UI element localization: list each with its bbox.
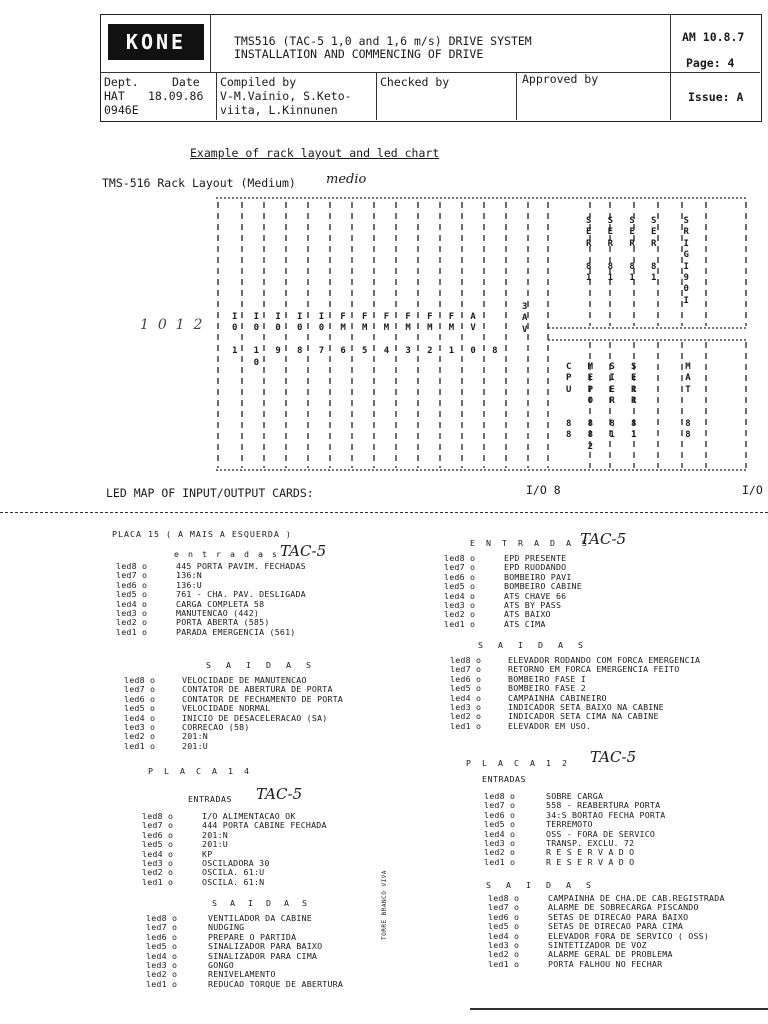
led-indicator: led5 o (124, 703, 156, 714)
placa14-inputs-row (142, 878, 327, 887)
placa14-tac: TAC-5 (256, 785, 303, 803)
led-indicator: led1 o (116, 626, 148, 637)
led-description: TRANSP. EXCLU. 72 (546, 838, 635, 849)
led-description: VELOCIDADE DE MANUTENCAO (182, 675, 307, 685)
led-description: INDICADOR SETA CIMA NA CABINE (508, 711, 659, 722)
led-indicator: led1 o (484, 856, 516, 867)
led-description: CAMPAINHA DE CHA.DE CAB.REGISTRADA (548, 893, 725, 903)
dept-code: 0946E (104, 103, 139, 117)
led-indicator: led7 o (444, 562, 476, 573)
placa15-tac: TAC-5 (280, 542, 327, 560)
led-description: VENTILADOR DA CABINE (208, 913, 312, 923)
placa13-inputs-row (444, 620, 582, 629)
io-label: I/O 8 (526, 483, 561, 497)
led-description: BOMBEIRO CABINE (504, 581, 582, 592)
led-description: PORTA ABERTA (585) (176, 617, 270, 628)
led-indicator: led2 o (444, 609, 476, 620)
placa15-entradas-label: e n t r a d a s (174, 549, 279, 559)
rack-labels-right-bottom: C M S S M P E I E A U P E R T O R R 8 8 8 8 8 8 8 1 1 8 2 (566, 362, 691, 452)
led-description: 558 - REABERTURA PORTA (546, 800, 661, 811)
led-indicator: led8 o (450, 655, 482, 665)
placa13-saidas-label: S A I D A S (478, 640, 588, 650)
led-description: CARGA COMPLETA 58 (176, 598, 265, 609)
led-indicator: led7 o (488, 902, 520, 913)
led-description: ELEVADOR EM USO. (508, 720, 592, 731)
led-description: 136:U (176, 579, 202, 590)
led-indicator: led5 o (484, 819, 516, 830)
checked-label: Checked by (380, 75, 450, 89)
rack-labels-right-top: S S S S S E E E E R R R R R I G 8 8 8 8 I 1 1 1 1 9 0 I (586, 216, 689, 306)
date-value: 18.09.86 (148, 89, 204, 103)
led-description: 201:N (182, 731, 208, 742)
led-indicator: led6 o (450, 673, 482, 684)
placa14-inputs (142, 812, 327, 887)
led-description: MANUTENCAO (442) (176, 608, 260, 619)
led-description: CONTATOR DE ABERTURA DE PORTA (182, 684, 333, 695)
led-indicator: led7 o (124, 684, 156, 695)
led-indicator: led2 o (116, 617, 148, 628)
placa13-inputs (444, 554, 582, 629)
led-description: R E S E R V A D O (546, 847, 635, 858)
led-description: ATS CHAVE 66 (504, 590, 567, 601)
led-indicator: led8 o (142, 811, 174, 821)
led-description: BOMBEIRO FASE 2 (508, 683, 586, 694)
placa14-saidas-label: S A I D A S (212, 898, 311, 908)
led-indicator: led4 o (488, 930, 520, 941)
led-indicator: led2 o (484, 847, 516, 858)
led-description: EPD PRESENTE (504, 553, 567, 563)
led-description: NUDGING (208, 922, 245, 933)
led-indicator: led7 o (146, 922, 178, 933)
led-indicator: led7 o (142, 820, 174, 831)
led-description: 201:U (182, 740, 208, 751)
led-description: PREPARE O PARTIDA (208, 931, 297, 942)
led-indicator: led4 o (142, 848, 174, 859)
led-description: 201:U (202, 839, 228, 850)
led-description: GONGO (208, 960, 234, 971)
dept-value: HAT (104, 89, 125, 103)
led-description: KP (202, 848, 213, 859)
bottom-edge (470, 1008, 768, 1010)
led-description: TERREMOTO (546, 819, 593, 830)
stamp-text: TORRE BRANCO VIVA (381, 870, 388, 940)
placa15-outputs-row (124, 723, 343, 732)
rack-io-digit: 3 A V (522, 302, 528, 335)
led-description: ATS BAIXO (504, 609, 551, 620)
led-description: CONTATOR DE FECHAMENTO DE PORTA (182, 693, 344, 704)
led-description: PORTA FALHOU NO FECHAR (548, 958, 663, 969)
led-description: OSCILA. 61:N (202, 876, 265, 887)
led-description: OSS - FORA DE SERVICO (546, 828, 656, 839)
led-indicator: led6 o (488, 911, 520, 922)
placa12-tac: TAC-5 (590, 748, 637, 766)
led-description: 34:S BORTAO FECHA PORTA (546, 809, 666, 820)
led-indicator: led3 o (484, 838, 516, 849)
rack-hand-note: medio (326, 172, 367, 187)
led-description: INICIO DE DESACELERACAO (SA) (182, 712, 328, 723)
io-label-right: I/O (742, 483, 763, 497)
led-indicator: led3 o (124, 722, 156, 733)
led-indicator: led8 o (116, 561, 148, 571)
led-description: SETAS DE DIRECAO PARA CIMA (548, 921, 684, 932)
led-indicator: led3 o (146, 960, 178, 971)
led-indicator: led3 o (444, 600, 476, 611)
placa14-outputs (146, 914, 343, 989)
compiled-label: Compiled by (220, 75, 297, 89)
led-description: VELOCIDADE NORMAL (182, 703, 271, 714)
led-description: BOMBEIRO FASE I (508, 673, 586, 684)
placa12-inputs-row (484, 858, 666, 867)
led-description: 201:N (202, 829, 228, 840)
led-indicator: led4 o (484, 828, 516, 839)
led-indicator: led1 o (124, 740, 156, 751)
led-description: BOMBEIRO PAVI (504, 571, 572, 582)
led-indicator: led6 o (124, 693, 156, 704)
led-indicator: led6 o (444, 571, 476, 582)
placa12-inputs (484, 792, 666, 867)
rack-labels-left: I I I I I F F F F F F A 0 0 0 0 0 M M M M M M V 1 1 9 8 7 6 5 4 3 2 1 0 8 0 (232, 312, 498, 368)
placa14-entradas-label: ENTRADAS (188, 794, 232, 804)
led-description: ATS BY PASS (504, 600, 562, 611)
section-title: Example of rack layout and led chart (190, 146, 440, 160)
placa13-tac: TAC-5 (580, 530, 627, 548)
placa12-title: P L A C A 1 2 (466, 758, 570, 768)
led-indicator: led4 o (450, 692, 482, 703)
placa14-outputs-row (146, 980, 343, 989)
doc-title-line2: INSTALLATION AND COMMENCING OF DRIVE (234, 47, 484, 61)
led-indicator: led8 o (124, 675, 156, 685)
led-description: I/O ALIMENTACAO OK (202, 811, 296, 821)
separator (0, 512, 768, 513)
placa15-saidas-label: S A I D A S (206, 660, 316, 670)
placa14-title: P L A C A 1 4 (148, 766, 252, 776)
dept-label: Dept. (104, 75, 139, 89)
led-indicator: led6 o (484, 809, 516, 820)
led-indicator: led5 o (146, 941, 178, 952)
led-indicator: led2 o (450, 711, 482, 722)
led-indicator: led2 o (488, 949, 520, 960)
led-indicator: led2 o (142, 867, 174, 878)
led-indicator: led7 o (116, 570, 148, 581)
led-indicator: led7 o (450, 664, 482, 675)
led-indicator: led3 o (450, 702, 482, 713)
page-number: Page: 4 (686, 56, 735, 70)
led-indicator: led1 o (450, 720, 482, 731)
led-description: CORRECAO (58) (182, 722, 250, 733)
led-indicator: led3 o (142, 858, 174, 869)
placa12-outputs-row (488, 960, 725, 969)
led-description: ATS CIMA (504, 618, 546, 629)
issue-label: Issue: A (688, 90, 744, 104)
led-indicator: led4 o (146, 950, 178, 961)
led-description: INDICADOR SETA BAIXO NA CABINE (508, 702, 664, 713)
led-description: REDUCAO TORQUE DE ABERTURA (208, 978, 344, 989)
led-description: EPD RUODANDO (504, 562, 567, 573)
led-indicator: led2 o (146, 969, 178, 980)
led-description: RETORNO EM FORCA EMERGENCIA FEITO (508, 664, 680, 675)
led-indicator: led8 o (488, 893, 520, 903)
rack-title: TMS-516 Rack Layout (Medium) (102, 176, 296, 190)
compiled-line1: V-M.Vainio, S.Keto- (220, 89, 352, 103)
led-indicator: led7 o (484, 800, 516, 811)
placa13-outputs-row (450, 722, 700, 731)
led-indicator: led4 o (124, 712, 156, 723)
led-indicator: led6 o (146, 931, 178, 942)
placa12-saidas-label: S A I D A S (486, 880, 596, 890)
led-indicator: led5 o (450, 683, 482, 694)
led-description: CAMPAINHA CABINEIRO (508, 692, 607, 703)
company-logo: KONE (108, 24, 204, 60)
placa13-entradas-label: E N T R A D A S (470, 538, 590, 548)
doc-title-line1: TMS516 (TAC-5 1,0 and 1,6 m/s) DRIVE SYSTEM (234, 34, 532, 48)
led-description: SINTETIZADOR DE VOZ (548, 940, 647, 951)
led-indicator: led3 o (116, 608, 148, 619)
led-indicator: led6 o (116, 579, 148, 590)
led-description: 761 - CHA. PAV. DESLIGADA (176, 589, 306, 600)
led-description: 445 PORTA PAVIM. FECHADAS (176, 561, 306, 571)
led-indicator: led5 o (116, 589, 148, 600)
led-description: ALARME DE SOBRECARGA PISCANDO (548, 902, 699, 913)
led-description: R E S E R V A D O (546, 856, 635, 867)
led-description: ALARME GERAL DE PROBLEMA (548, 949, 673, 960)
led-indicator: led5 o (142, 839, 174, 850)
led-description: PARADA EMERGENCIA (561) (176, 626, 296, 637)
led-indicator: led6 o (142, 829, 174, 840)
led-description: ELEVADOR RODANDO COM FORCA EMERGENCIA (508, 655, 701, 665)
led-indicator: led8 o (444, 553, 476, 563)
led-indicator: led5 o (444, 581, 476, 592)
approved-label: Approved by (522, 72, 599, 86)
placa15-inputs-row (116, 628, 306, 637)
placa15-title: PLACA 15 ( A MAIS A ESQUERDA ) (112, 529, 292, 539)
led-indicator: led2 o (124, 731, 156, 742)
led-indicator: led3 o (488, 940, 520, 951)
led-description: ELEVADOR FORA DE SERVICO ( OSS) (548, 930, 710, 941)
led-indicator: led1 o (488, 958, 520, 969)
placa15-outputs-row (124, 742, 343, 751)
led-description: 444 PORTA CABINE FECHADA (202, 820, 327, 831)
led-description: RENIVELAMENTO (208, 969, 276, 980)
led-indicator: led5 o (488, 921, 520, 932)
placa12-entradas-label: ENTRADAS (482, 774, 526, 784)
placa15-outputs (124, 676, 343, 751)
led-description: SETAS DE DIRECAO PARA BAIXO (548, 911, 689, 922)
led-description: SOBRE CARGA (546, 791, 604, 801)
led-description: OSCILADORA 30 (202, 858, 270, 869)
date-label: Date (172, 75, 200, 89)
compiled-line2: viita, L.Kinnunen (220, 103, 338, 117)
led-indicator: led4 o (116, 598, 148, 609)
led-indicator: led8 o (484, 791, 516, 801)
led-description: OSCILA. 61:U (202, 867, 265, 878)
led-indicator: led1 o (146, 978, 178, 989)
placa12-outputs (488, 894, 725, 969)
led-indicator: led1 o (142, 876, 174, 887)
led-map-title: LED MAP OF INPUT/OUTPUT CARDS: (106, 486, 314, 500)
led-indicator: led8 o (146, 913, 178, 923)
led-indicator: led1 o (444, 618, 476, 629)
placa15-outputs-row (124, 732, 343, 741)
led-description: SINALIZADOR PARA BAIXO (208, 941, 323, 952)
doc-number: AM 10.8.7 (682, 30, 745, 44)
led-description: 136:N (176, 570, 202, 581)
led-description: SINALIZADOR PARA CIMA (208, 950, 318, 961)
placa13-outputs (450, 656, 700, 731)
margin-note: 1 0 1 2 (140, 317, 203, 333)
placa15-inputs (116, 562, 306, 637)
led-indicator: led4 o (444, 590, 476, 601)
